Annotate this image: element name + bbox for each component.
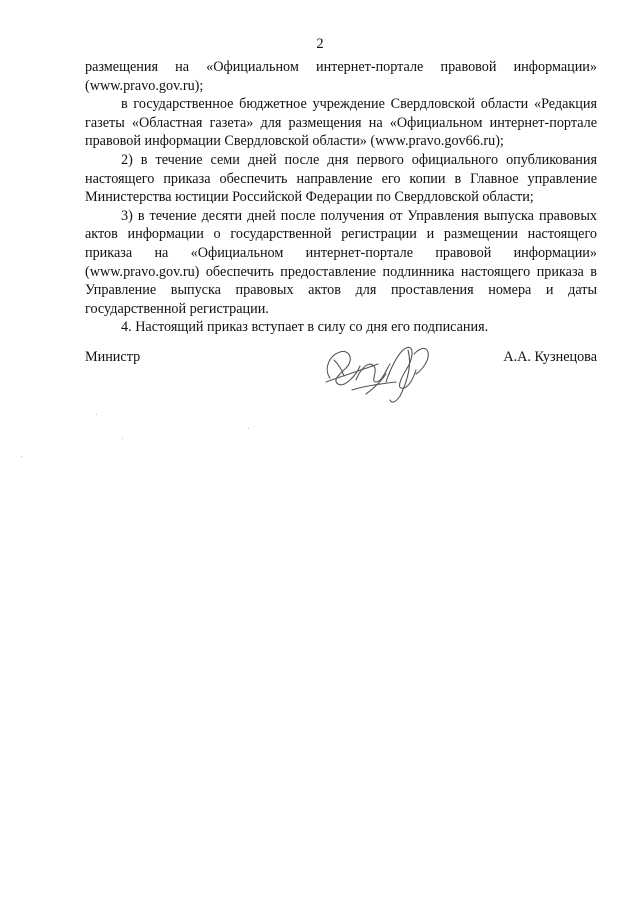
scan-speck xyxy=(248,428,249,429)
position-title: Министр xyxy=(85,349,141,365)
paragraph-publication-portal: размещения на «Официальном интернет-портале правовой информации» (www.pravo.gov.ru); xyxy=(85,59,597,94)
signer-name: А.А. Кузнецова xyxy=(503,349,597,365)
scan-speck xyxy=(96,414,97,415)
document-body xyxy=(85,58,597,337)
page-number: 2 xyxy=(316,36,324,52)
paragraph-item-3: 3) в течение десяти дней после получения от Управления выпуска правовых актов информации о государственной регистрации и размещении настоящего приказа на «Официальном интернет-портале правовой информации» (www.pravo.gov.ru) обеспечить предоставление подлинника настоящего приказа в Управление выпуска правовых актов для проставления номера и даты государственной регистрации. xyxy=(85,207,597,317)
scan-speck xyxy=(122,438,123,439)
paragraph-item-4: 4. Настоящий приказ вступает в силу со дня его подписания. xyxy=(121,319,489,336)
scan-speck xyxy=(21,456,22,457)
paragraph-item-2: 2) в течение семи дней после дня первого официального опубликования настоящего приказа обеспечить направление его копии в Главное управление Министерства юстиции Российской Федерации по Свердловской области; xyxy=(85,151,597,206)
paragraph-regional-gazette: в государственное бюджетное учреждение Свердловской области «Редакция газеты «Областная газета» для размещения на «Официальном интернет-портале правовой информации Свердловской области» (www.pravo.gov66.ru); xyxy=(85,96,597,150)
handwritten-signature-icon xyxy=(316,330,436,408)
